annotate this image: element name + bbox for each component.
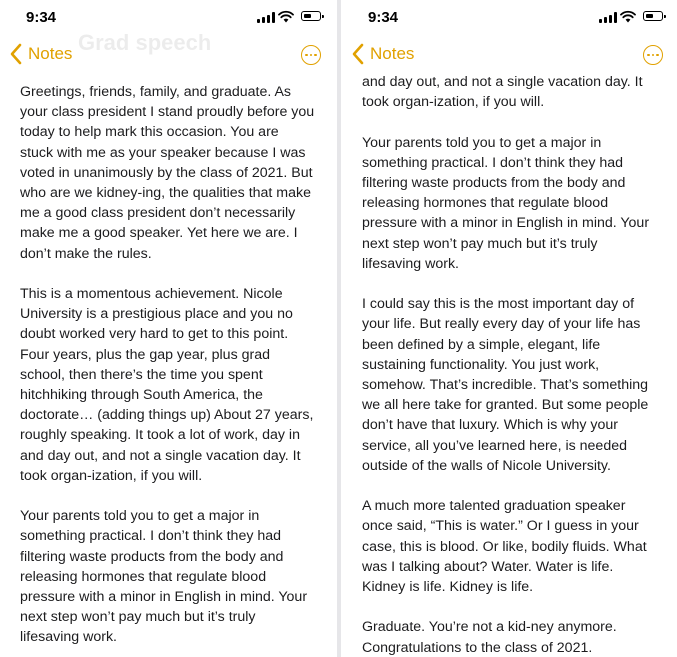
back-button[interactable] <box>350 42 414 66</box>
status-time: 9:34 <box>368 9 399 26</box>
back-button-label: Notes <box>28 44 73 63</box>
wifi-icon <box>278 10 294 23</box>
status-bar <box>0 0 335 34</box>
battery-icon <box>643 11 663 21</box>
status-bar <box>342 0 677 34</box>
note-paragraph: I could say this is the most important day of your life. But really every day of your life has been defined by a simple, elegant, life sustaining functionality. You just work, somehow. That’s incredible. That’s something we all here take for granted. But some people don’t have that luxury. Which is why your service, all you’ve learned here, is needed outside of the walls of Nicole University. <box>362 296 649 474</box>
note-paragraph: A much more talented graduation speaker once said, “This is water.” Or I guess in your case, this is blood. Or like, bodily fluids. What was I talking about? Water. Water is life. Kidney is life. Kidney is life. <box>362 498 647 596</box>
more-options-icon[interactable] <box>643 45 663 65</box>
note-paragraph: This is a momentous achievement. Nicole University is a prestigious place and you no doubt worked very hard to get to this point. Four years, plus the gap year, plus grad school, then there’s the time you spent hitchhiking through South America, the doctorate… (adding things up) About 27 years, roughly speaking. It took a lot of work, day in and day out, and not a single vacation day. It took organ-ization, if you will. <box>20 286 314 484</box>
back-button-label: Notes <box>370 44 415 63</box>
more-options-icon[interactable] <box>301 45 321 65</box>
note-body[interactable] <box>362 72 667 657</box>
battery-icon <box>301 11 321 21</box>
note-paragraph: Your parents told you to get a major in something practical. I don’t think they had filtering waste products from the body and releasing hormones that regulate blood pressure with a minor in English in mind. Your next step won’t pay much but it’s truly lifesaving work. <box>20 508 308 646</box>
wifi-icon <box>620 10 636 23</box>
chevron-left-icon <box>350 42 368 66</box>
note-body[interactable] <box>20 82 325 657</box>
status-time: 9:34 <box>26 9 57 26</box>
nav-bar <box>342 36 677 72</box>
note-paragraph: and day out, and not a single vacation day. It took organ-ization, if you will. <box>362 74 643 111</box>
note-paragraph: Greetings, friends, family, and graduate. As your class president I stand proudly before you today to help mark this occasion. You are stuck with me as your speaker because I was voted in unanimously by the class of 2021. But who are we kidney-ing, the qualities that make me a good class president don’t necessarily make me a good speaker. Yet here we are. I don’t make the rules. <box>20 84 315 262</box>
back-button[interactable] <box>8 42 72 66</box>
cellular-signal-icon <box>257 12 275 23</box>
nav-bar <box>0 36 335 72</box>
note-paragraph: Your parents told you to get a major in something practical. I don’t think they had filtering waste products from the body and releasing hormones that regulate blood pressure with a minor in English in mind. Your next step won’t pay much but it’s truly lifesaving work. <box>362 134 650 272</box>
screenshot-divider <box>337 0 341 657</box>
collapsed-title-ghost: Grad speech <box>78 30 212 55</box>
chevron-left-icon <box>8 42 26 66</box>
phone-screen-left <box>0 0 335 657</box>
cellular-signal-icon <box>599 12 617 23</box>
note-paragraph: Graduate. You’re not a kid-ney anymore. Congratulations to the class of 2021. <box>362 619 617 656</box>
phone-screen-right <box>342 0 677 657</box>
